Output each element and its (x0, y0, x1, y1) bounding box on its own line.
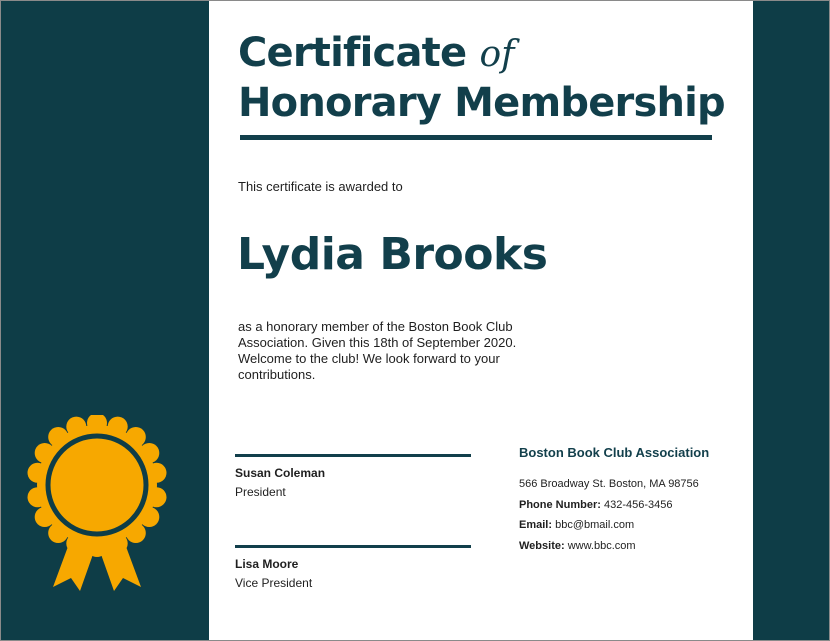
certificate-title (238, 29, 725, 127)
organization-info (519, 444, 747, 556)
organization-name: Boston Book Club Association (519, 445, 710, 460)
title-line-2: Honorary Membership (238, 80, 725, 126)
title-of: of (479, 34, 515, 75)
email-value: bbc@bmail.com (555, 519, 635, 531)
signature-block-vice-president (235, 545, 471, 593)
phone-label: Phone Number: (519, 498, 601, 511)
signature-line (235, 545, 471, 548)
award-ribbon-icon (27, 415, 167, 591)
signer-name: Susan Coleman (235, 466, 326, 480)
title-line-1: Certificate (238, 30, 467, 76)
signer-role: Vice President (235, 576, 313, 590)
organization-email (519, 515, 747, 536)
certificate-body: as a honorary member of the Boston Book Club Association. Given this 18th of September 2020. Welcome to the club! We look forward to your contributions. (238, 319, 517, 382)
phone-value: 432-456-3456 (603, 498, 673, 511)
title-divider (240, 135, 712, 140)
recipient-name: Lydia Brooks (237, 229, 548, 280)
website-value: www.bbc.com (567, 539, 636, 552)
signature-line (235, 454, 471, 457)
signer-role: President (235, 485, 286, 499)
organization-website (519, 536, 747, 557)
certificate-paper (209, 1, 753, 641)
organization-address: 566 Broadway St. Boston, MA 98756 (519, 478, 699, 490)
website-label: Website: (519, 539, 565, 552)
awarded-to-text: This certificate is awarded to (238, 179, 403, 194)
email-label: Email: (519, 519, 553, 531)
signer-name: Lisa Moore (235, 557, 299, 571)
signature-block-president (235, 454, 471, 502)
organization-phone (519, 495, 747, 516)
